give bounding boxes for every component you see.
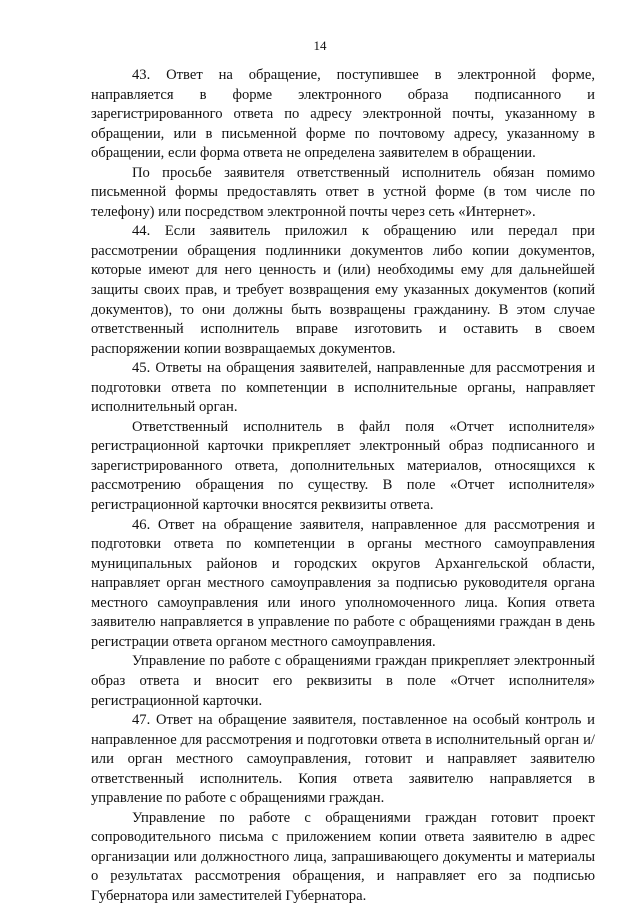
paragraph-45: 45. Ответы на обращения заявителей, направленные для рассмотрения и подготовки ответа по компетенции в исполнительные органы, направляет исполнительный орган. <box>91 360 595 416</box>
paragraph-46: 46. Ответ на обращение заявителя, направленное для рассмотрения и подготовки ответа по компетенции в органы местного самоуправления муниципальных районов и городских округов Архангельской области, направляет орган местного самоуправления за подписью руководителя органа местного самоуправления или иного уполномоченного лица. Копия ответа заявителю направляется в управление по работе с обращениями граждан в день регистрации ответа органом местного самоуправления. <box>91 516 595 650</box>
page-number: 14 <box>313 38 327 53</box>
paragraph-department-attach: Управление по работе с обращениями граждан прикрепляет электронный образ ответа и вносит его реквизиты в поле «Отчет исполнителя» регистрационной карточки. <box>91 653 595 709</box>
paragraph-oral-answer: По просьбе заявителя ответственный исполнитель обязан помимо письменной формы предоставлять ответ в устной форме (в том числе по телефону) или посредством электронной почты через сеть «Интернет». <box>91 164 595 220</box>
document-body <box>91 66 595 907</box>
paragraph-44: 44. Если заявитель приложил к обращению или передал при рассмотрении обращения подлинники документов либо копии документов, которые имеют для него ценность и (или) необходимы ему для дальнейшей защиты своих прав, и требует возвращения ему указанных документов (копий документов), то они должны быть возвращены гражданину. В этом случае ответственный исполнитель вправе изготовить и оставить в своем распоряжении копии возвращаемых документов. <box>91 223 595 357</box>
paragraph-47: 47. Ответ на обращение заявителя, поставленное на особый контроль и направленное для рассмотрения и подготовки ответа в исполнительный орган и/или орган местного самоуправления, готовит и направляет заявителю ответственный исполнитель. Копия ответа заявителю направляется в управление по работе с обращениями граждан. <box>91 712 595 807</box>
paragraph-executor-report: Ответственный исполнитель в файл поля «Отчет исполнителя» регистрационной карточки прикрепляет электронный образ подписанного и зарегистрированного ответа, дополнительных материалов, относящихся к рассмотрению обращения по существу. В поле «Отчет исполнителя» регистрационной карточки вносятся реквизиты ответа. <box>91 418 595 514</box>
paragraph-cover-letter: Управление по работе с обращениями граждан готовит проект сопроводительного письма с приложением копии ответа заявителю в адрес организации или должностного лица, запрашивающего документы и материалы о результатах рассмотрения обращения, и направляет его за подписью Губернатора или заместителей Губернатора. <box>91 809 595 904</box>
paragraph-43: 43. Ответ на обращение, поступившее в электронной форме, направляется в форме электронного образа подписанного и зарегистрированного ответа по адресу электронной почты, указанному в обращении, или в письменной форме по почтовому адресу, указанному в обращении, если форма ответа не определена заявителем в обращении. <box>91 67 595 162</box>
